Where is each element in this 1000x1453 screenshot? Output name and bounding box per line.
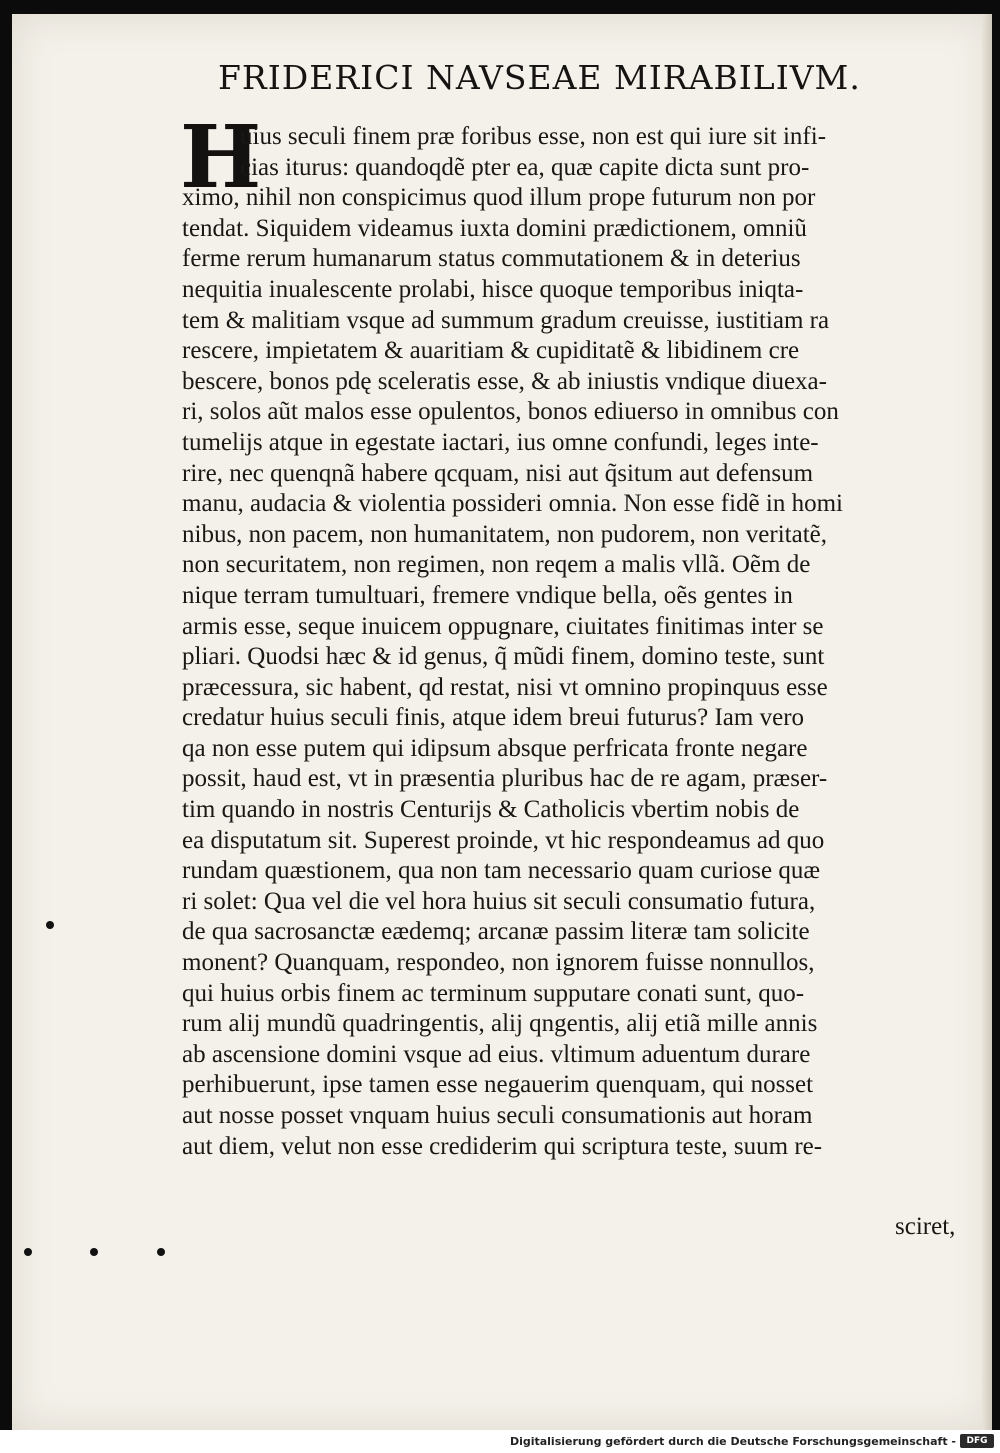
text-line: qui huius orbis finem ac terminum supputare conati sunt, quo- — [182, 979, 805, 1007]
text-line: perhibuerunt, ipse tamen esse negauerim quenquam, qui nosset — [182, 1071, 814, 1099]
text-line: aut nosse posset vnquam huius seculi consumationis aut horam — [182, 1102, 813, 1129]
binding-hole — [24, 1248, 32, 1256]
text-line: rundam quæstionem, qua non tam necessario quam curiose quæ — [182, 857, 821, 885]
text-line: tumelijs atque in egestate iactari, ius omne confundi, leges inte- — [182, 428, 819, 456]
text-line: uius seculi finem præ foribus esse, non est qui iure sit infi- — [240, 123, 827, 150]
text-line: tendat. Siquidem videamus iuxta domini prædictionem, omniũ — [182, 214, 807, 242]
text-line: præcessura, sic habent, qd restat, nisi vt omnino propinquus esse — [182, 673, 828, 701]
text-line: ri, solos aũt malos esse opulentos, bonos ediuerso in omnibus con — [182, 398, 839, 426]
text-line: ri solet: Qua vel die vel hora huius sit seculi consumatio futura, — [182, 887, 816, 915]
text-line: manu, audacia & violentia possideri omnia. Non esse fidẽ in homi — [182, 490, 843, 518]
text-line: possit, haud est, vt in præsentia pluribus hac de re agam, præser- — [182, 765, 828, 793]
text-line: ea disputatum sit. Superest proinde, vt hic respondeamus ad quo — [182, 826, 825, 854]
page-edge — [982, 14, 992, 1430]
text-line: rescere, impietatem & auaritiam & cupiditatẽ & libidinem cre — [182, 337, 800, 365]
text-line: rire, nec quenqnã habere qcquam, nisi aut q̃situm aut defensum — [182, 459, 814, 487]
text-line: rum alij mundũ quadringentis, alij qngentis, alij etiã mille annis — [182, 1010, 818, 1038]
text-line: qa non esse putem qui idipsum absque perfricata fronte negare — [182, 734, 808, 762]
text-line: bescere, bonos pdę sceleratis esse, & ab iniustis vndique diuexa- — [182, 367, 827, 395]
text-line: ferme rerum humanarum status commutationem & in deterius — [182, 245, 801, 273]
text-line: aut diem, velut non esse crediderim qui scriptura teste, suum re- — [182, 1132, 823, 1160]
text-line: nequitia inualescente prolabi, hisce quoque temporibus iniqta- — [182, 275, 804, 303]
text-line: tim quando in nostris Centurijs & Catholicis vbertim nobis de — [182, 796, 800, 824]
text-line: ximo, nihil non conspicimus quod illum prope futurum non por — [182, 184, 816, 212]
text-line: ab ascensione domini vsque ad eius. vltimum aduentum durare — [182, 1040, 811, 1068]
text-line: tem & malitiam vsque ad summum gradum creuisse, iustitiam ra — [182, 306, 830, 334]
initial-letter: H — [180, 107, 262, 208]
text-line: pliari. Quodsi hæc & id genus, q̃ mũdi finem, domino teste, sunt — [182, 643, 825, 671]
text-line: armis esse, seque inuicem oppugnare, ciuitates finitimas inter se — [182, 612, 824, 640]
text-line: nique terram tumultuari, fremere vndique bella, oẽs gentes in — [182, 581, 793, 609]
footer-bar — [0, 1430, 1000, 1453]
dfg-logo-icon: DFG — [960, 1434, 994, 1448]
catchword: sciret, — [895, 1213, 956, 1240]
footer-credit: Digitalisierung gefördert durch die Deutsche Forschungsgemeinschaft - — [509, 1435, 956, 1448]
running-header: FRIDERICI NAVSEAE MIRABILIVM. — [218, 58, 861, 97]
text-line: non securitatem, non regimen, non reqem a malis vllã. Oẽm de — [182, 551, 811, 579]
binding-hole — [157, 1248, 165, 1256]
text-line: monent? Quanquam, respondeo, non ignorem fuisse nonnullos, — [182, 949, 815, 977]
binding-hole — [46, 921, 54, 929]
text-line: de qua sacrosanctæ eædemq; arcanæ passim literæ tam solicite — [182, 918, 810, 946]
text-line: nibus, non pacem, non humanitatem, non pudorem, non veritatẽ, — [182, 520, 827, 548]
text-line: cias iturus: quandoqdẽ pter ea, quæ capite dicta sunt pro- — [240, 153, 810, 181]
text-line: credatur huius seculi finis, atque idem breui futurus? Iam vero — [182, 704, 805, 732]
binding-hole — [90, 1248, 98, 1256]
page-body — [182, 122, 972, 1162]
